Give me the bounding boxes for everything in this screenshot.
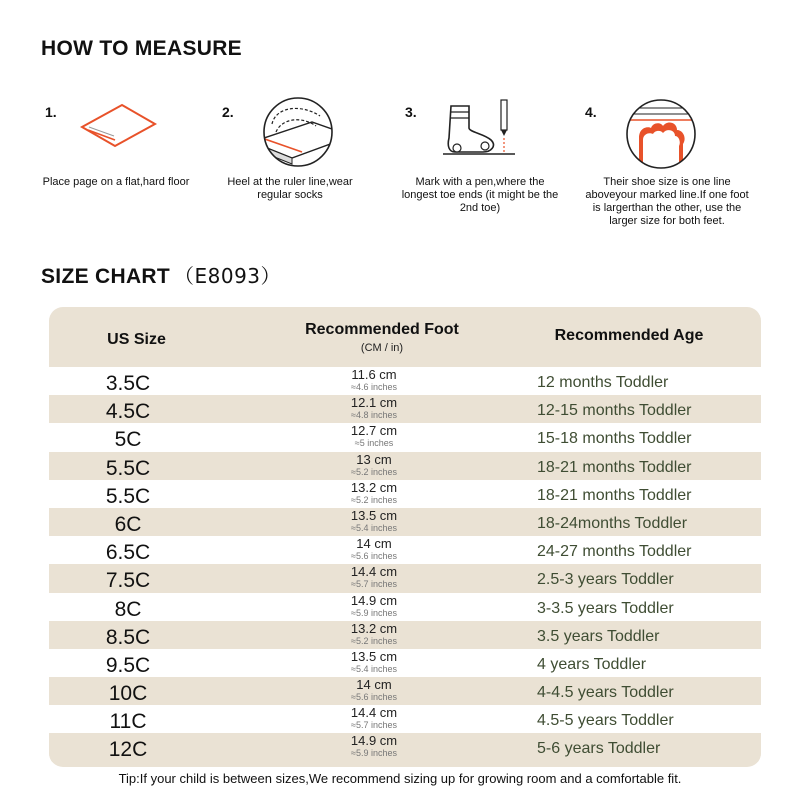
age-cell: 12 months Toddler [537, 374, 669, 391]
foot-cm: 11.6 cm [351, 367, 397, 382]
age-cell: 12-15 months Toddler [537, 402, 692, 420]
us-size-cell: 8C [114, 597, 142, 621]
foot-cm: 13 cm [356, 451, 392, 467]
age-cell: 4.5-5 years Toddler [537, 712, 674, 730]
us-size-cell: 10C [108, 682, 148, 706]
table-row [49, 480, 761, 508]
measure-step-3 [401, 96, 585, 246]
step-3-text: Mark with a pen,where the longest toe ends (it might be the 2nd toe) [401, 176, 559, 214]
foot-length-cell [309, 565, 439, 589]
foot-inches: ≈4.8 inches [351, 410, 397, 421]
foot-length-cell [309, 734, 439, 758]
step-2-text: Heel at the ruler line,wear regular socks [227, 176, 353, 201]
foot-cm: 14 cm [356, 677, 392, 693]
foot-inches: ≈5 inches [354, 438, 394, 449]
header-foot-label: Recommended Foot [305, 321, 459, 338]
age-cell: 4 years Toddler [537, 655, 647, 673]
toe-on-ruler-icon [625, 98, 697, 170]
foot-length-cell [309, 622, 439, 646]
foot-inches: ≈5.6 inches [351, 692, 397, 703]
us-size-cell: 6C [114, 512, 142, 536]
foot-length-cell [309, 706, 439, 730]
foot-length-cell [309, 650, 439, 674]
foot-inches: ≈5.7 inches [351, 720, 397, 731]
foot-length-cell [309, 424, 439, 448]
foot-cm: 12.7 cm [350, 423, 398, 439]
table-row [49, 733, 761, 761]
foot-inches: ≈5.4 inches [351, 663, 397, 674]
foot-length-cell [309, 368, 439, 392]
age-cell: 4-4.5 years Toddler [537, 684, 674, 702]
table-row [49, 452, 761, 480]
foot-cm: 13.5 cm [350, 507, 398, 523]
age-cell: 3.5 years Toddler [537, 627, 660, 645]
table-row [49, 367, 761, 395]
foot-length-cell [309, 453, 439, 477]
foot-inches: ≈4.6 inches [351, 382, 397, 392]
us-size-cell: 3.5C [105, 372, 151, 395]
foot-cm: 14.4 cm [350, 564, 398, 580]
foot-cm: 13.2 cm [350, 479, 398, 495]
size-chart-title-text: SIZE CHART [41, 265, 170, 288]
sizing-tip: Tip:If your child is between sizes,We recommend sizing up for growing room and a comfortable fit. [118, 771, 682, 786]
foot-length-cell [309, 678, 439, 702]
foot-inches: ≈5.2 inches [351, 635, 397, 646]
step-number: 1. [45, 104, 57, 120]
age-cell: 18-21 months Toddler [537, 458, 692, 476]
foot-inches: ≈5.7 inches [351, 579, 397, 590]
foot-cm: 12.1 cm [350, 395, 398, 411]
us-size-cell: 5.5C [105, 456, 151, 480]
table-row [49, 508, 761, 536]
foot-cm: 14 cm [356, 536, 392, 552]
table-row [49, 564, 761, 592]
table-row [49, 621, 761, 649]
foot-length-cell [309, 396, 439, 420]
measure-step-4 [585, 96, 765, 246]
table-row [49, 395, 761, 423]
us-size-cell: 9.5C [105, 653, 151, 677]
table-body [49, 367, 761, 762]
foot-length-cell [309, 537, 439, 561]
table-row [49, 705, 761, 733]
table-row [49, 423, 761, 451]
us-size-cell: 6.5C [105, 541, 151, 565]
foot-length-cell [309, 509, 439, 533]
heel-on-ruler-icon [262, 96, 334, 168]
measure-step-2 [222, 96, 402, 246]
step-number: 4. [585, 104, 597, 120]
age-cell: 5-6 years Toddler [537, 740, 661, 758]
header-us-size: US Size [107, 331, 166, 348]
us-size-cell: 11C [109, 710, 147, 734]
age-cell: 15-18 months Toddler [537, 430, 692, 448]
table-row [49, 593, 761, 621]
age-cell: 18-21 months Toddler [537, 486, 692, 504]
foot-cm: 13.5 cm [350, 648, 398, 664]
header-recommended-foot [249, 321, 515, 354]
header-recommended-age: Recommended Age [554, 327, 704, 344]
us-size-cell: 5.5C [105, 484, 151, 508]
step-number: 2. [222, 104, 234, 120]
foot-inches: ≈5.2 inches [351, 466, 397, 477]
us-size-cell: 8.5C [105, 625, 151, 649]
header-foot-unit: (CM / in) [360, 342, 404, 354]
foot-inches: ≈5.2 inches [351, 494, 397, 505]
size-chart-table [49, 307, 761, 767]
table-row [49, 536, 761, 564]
foot-inches: ≈5.9 inches [351, 607, 397, 618]
foot-inches: ≈5.4 inches [351, 522, 397, 533]
foot-cm: 13.2 cm [350, 620, 398, 636]
us-size-cell: 7.5C [105, 569, 151, 593]
foot-cm: 14.4 cm [350, 705, 398, 721]
table-row [49, 677, 761, 705]
age-cell: 3-3.5 years Toddler [537, 599, 674, 617]
how-to-measure-title: HOW TO MEASURE [41, 37, 242, 60]
us-size-cell: 5C [114, 428, 142, 452]
size-chart-title [41, 260, 281, 289]
foot-length-cell [309, 481, 439, 505]
foot-cm: 14.9 cm [350, 733, 398, 749]
step-1-text: Place page on a flat,hard floor [42, 176, 190, 188]
step-4-text: Their shoe size is one line aboveyour marked line.If one foot is largerthan the other, use the larger size for both feet. [585, 176, 749, 227]
foot-length-cell [309, 594, 439, 618]
foot-cm: 14.9 cm [350, 592, 398, 608]
paper-on-floor-icon [79, 102, 159, 152]
table-header [49, 307, 761, 367]
us-size-cell: 12C [108, 738, 148, 762]
foot-and-pen-icon [441, 98, 517, 160]
age-cell: 18-24months Toddler [537, 514, 688, 532]
table-row [49, 649, 761, 677]
age-cell: 24-27 months Toddler [537, 543, 692, 561]
step-number: 3. [405, 104, 417, 120]
foot-inches: ≈5.6 inches [351, 551, 397, 562]
age-cell: 2.5-3 years Toddler [537, 571, 674, 589]
measure-step-1 [42, 96, 225, 246]
foot-inches: ≈5.9 inches [351, 748, 397, 759]
us-size-cell: 4.5C [105, 400, 151, 424]
size-chart-code: （E8093） [174, 264, 282, 288]
